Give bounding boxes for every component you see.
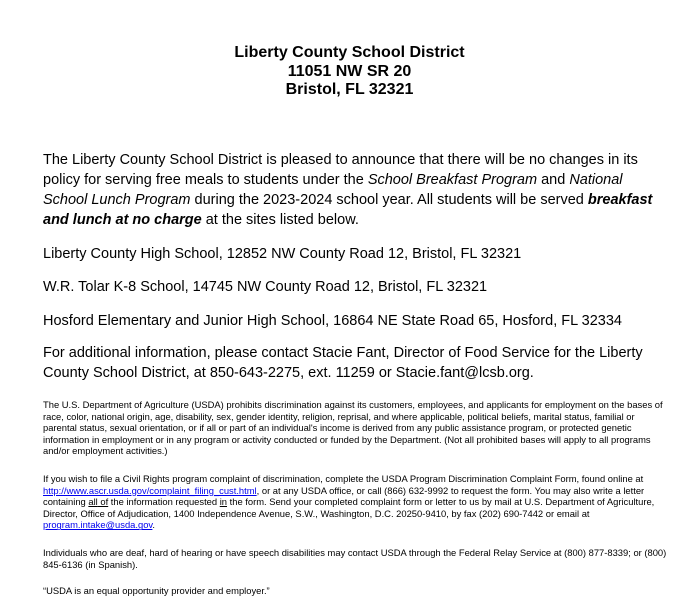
complaint-in: in bbox=[219, 496, 228, 508]
intro-and: and bbox=[537, 172, 570, 188]
district-address: 11051 NW SR 20 bbox=[287, 62, 412, 80]
complaint-all: all bbox=[88, 496, 98, 508]
district-name: Liberty County School District bbox=[234, 44, 465, 61]
letterhead bbox=[0, 44, 699, 100]
complaint-text-2: , or at any USDA office, or call (866) 632-9992 to request the form. You may also write a letter containing bbox=[43, 484, 645, 508]
school-site: Hosford Elementary and Junior High School, 16864 NE State Road 65, Hosford, FL 32334 bbox=[43, 313, 622, 329]
complaint-paragraph bbox=[43, 473, 668, 531]
complaint-form-link[interactable]: http://www.ascr.usda.gov/complaint_filing_cust.html bbox=[43, 484, 257, 496]
complaint-text-4: the form. Send your completed complaint form or letter to us by mail at U.S. Department of Agriculture, Director, Office of Adjudication, 1400 Independence Avenue, S.W., Washington, D.C. 20250-9410, by fax (202) 690-7442 or email at bbox=[43, 496, 655, 519]
usda-email-link[interactable]: program.intake@usda.gov bbox=[43, 519, 153, 531]
lunch-program-name: National School Lunch Program bbox=[43, 172, 623, 208]
intro-text-2: during the 2023-2024 school year. All students will be served bbox=[190, 192, 588, 208]
complaint-text-1: If you wish to file a Civil Rights program complaint of discrimination, complete the USDA Program Discrimination Complaint Form, found online at bbox=[43, 473, 644, 484]
school-site: Liberty County High School, 12852 NW County Road 12, Bristol, FL 32321 bbox=[43, 246, 522, 262]
nondiscrimination-statement: The U.S. Department of Agriculture (USDA) prohibits discrimination against its customers, employees, and applicants for employment on the bases of race, color, national origin, age, disability, sex, gender identity, religion, reprisal, and where applicable, political beliefs, marital status, familial or parental status, sexual orientation, or if all or part of an individual's income is derived from any public assistance program, or protected genetic information in employment or in any program or activity conducted or funded by the Department. (Not all prohibited bases will apply to all programs and/or employment activities.) bbox=[43, 399, 663, 457]
relay-service-notice: Individuals who are deaf, hard of hearing or have speech disabilities may contact USDA through the Federal Relay Service at (800) 877-8339; or (800) 845-6136 (in Spanish). bbox=[43, 547, 667, 570]
complaint-text-3: the information requested bbox=[108, 496, 220, 508]
no-charge-emphasis: breakfast and lunch at no charge bbox=[43, 192, 653, 228]
intro-text-1: The Liberty County School District is pleased to announce that there will be no changes in its policy for serving free meals to students under the bbox=[43, 152, 638, 188]
contact-paragraph: For additional information, please contact Stacie Fant, Director of Food Service for the Liberty County School District, at 850-643-2275, ext. 11259 or Stacie.fant@lcsb.org. bbox=[43, 345, 643, 381]
school-site: W.R. Tolar K-8 School, 14745 NW County Road 12, Bristol, FL 32321 bbox=[43, 279, 488, 295]
district-city: Bristol, FL 32321 bbox=[285, 81, 414, 98]
complaint-text-5: . bbox=[152, 519, 156, 531]
equal-opportunity-statement: “USDA is an equal opportunity provider and employer.” bbox=[43, 585, 270, 596]
breakfast-program-name: School Breakfast Program bbox=[367, 172, 538, 188]
intro-text-3: at the sites listed below. bbox=[201, 212, 359, 228]
complaint-of: of bbox=[97, 496, 109, 508]
announcement-paragraph bbox=[43, 150, 668, 230]
